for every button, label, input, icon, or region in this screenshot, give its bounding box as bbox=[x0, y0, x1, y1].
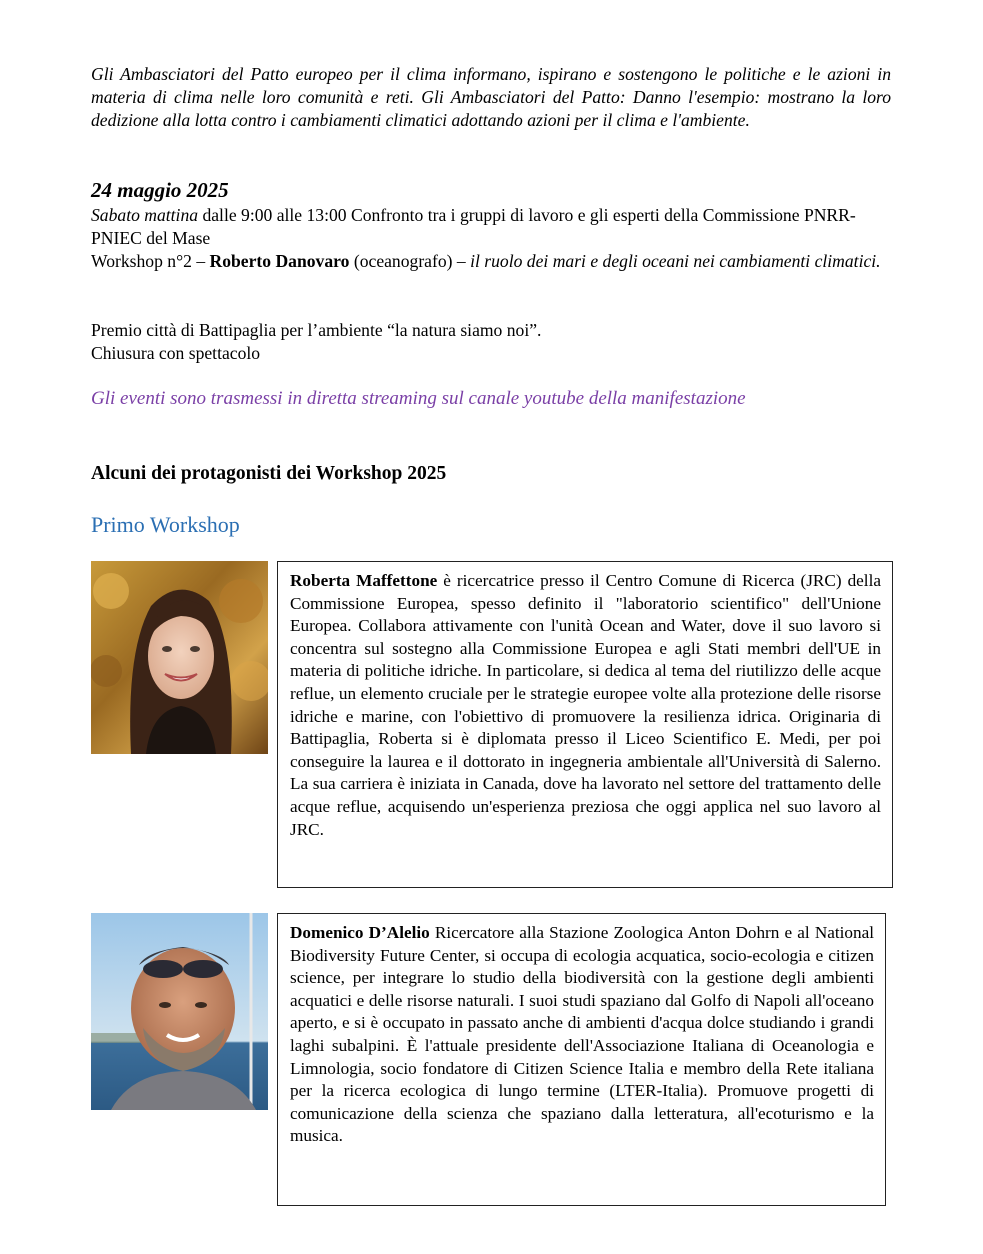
award-section bbox=[91, 319, 891, 365]
morning-label: Sabato mattina bbox=[91, 205, 199, 225]
section-title: Alcuni dei protagonisti dei Workshop 2025 bbox=[91, 463, 447, 484]
workshop-line bbox=[91, 250, 891, 273]
morning-text: dalle 9:00 alle 13:00 Confronto tra i gruppi di lavoro e gli esperti della Commissione PNRR-PNIEC del Mase bbox=[91, 205, 856, 248]
workshop-prefix: Workshop n°2 – bbox=[91, 251, 210, 271]
profile-bio: Ricercatore alla Stazione Zoologica Anton Dohrn e al National Biodiversity Future Center, si occupa di ecologia acquatica, socio-ecologia e citizen science, per integrare lo studio della biodiversità con la gestione degli ambienti acquatici e delle risorse naturali. I suoi studi spaziano dal Golfo di Napoli all'oceano aperto, e si è occupato in passato anche di ambienti d'acqua dolce studiando i grandi laghi subalpini. È l'attuale presidente dell'Associazione Italiana di Oceanologia e Limnologia, socio fondatore di Citizen Science Italia e membro della Rete italiana per la ricerca ecologica di lungo termine (LTER-Italia). Promuove progetti di comunicazione della scienza che spaziano dalla letteratura, all'ecoturismo e la musica. bbox=[290, 923, 874, 1146]
portrait-woman-image bbox=[91, 561, 268, 754]
workshop-heading: Primo Workshop bbox=[91, 512, 240, 537]
closing-line: Chiusura con spettacolo bbox=[91, 343, 261, 363]
intro-paragraph: Gli Ambasciatori del Patto europeo per il clima informano, ispirano e sostengono le politiche e le azioni in materia di clima nelle loro comunità e reti. Gli Ambasciatori del Patto: Danno l'esempio: mostrano la loro dedizione alla lotta contro i cambiamenti climatici adottando azioni per il clima e l'ambiente. bbox=[91, 64, 891, 130]
morning-session bbox=[91, 204, 891, 250]
portrait-man-image bbox=[91, 913, 268, 1110]
bio-text bbox=[290, 570, 881, 841]
profile-bio: è ricercatrice presso il Centro Comune di Ricerca (JRC) della Commissione Europea, spesso definito il "laboratorio scientifico" dell'Unione Europea. Collabora attivamente con l'unità Ocean and Water, dove il suo lavoro si concentra sul sostegno alla Commissione Europea e agli Stati membri dell'UE in materia di politiche idriche. In particolare, si dedica al tema del riutilizzo delle acque reflue, un elemento cruciale per le strategie europee volte alla protezione delle risorse idriche e marine, con l'obiettivo di promuovere la resilienza idrica. Originaria di Battipaglia, Roberta si è diplomata presso il Liceo Scientifico E. Medi, per poi conseguire la laurea e il dottorato in ingegneria ambientale all'Università di Salerno. La sua carriera è iniziata in Canada, dove ha lavorato nel settore del trattamento delle acque reflue, acquisendo un'esperienza preziosa che oggi applica nel suo lavoro al JRC. bbox=[290, 571, 881, 839]
bio-box-roberta bbox=[277, 561, 893, 888]
workshop-role: (oceanografo) – bbox=[349, 251, 471, 271]
workshop-topic: il ruolo dei mari e degli oceani nei cambiamenti climatici. bbox=[470, 251, 881, 271]
bio-box-domenico bbox=[277, 913, 886, 1206]
award-line: Premio città di Battipaglia per l’ambiente “la natura siamo noi”. bbox=[91, 320, 542, 340]
workshop-speaker: Roberto Danovaro bbox=[209, 251, 350, 271]
bio-text bbox=[290, 922, 874, 1148]
profile-name: Domenico D’Alelio bbox=[290, 923, 430, 942]
event-date: 24 maggio 2025 bbox=[91, 178, 229, 202]
event-schedule bbox=[91, 204, 891, 273]
streaming-note: Gli eventi sono trasmessi in diretta streaming sul canale youtube della manifestazione bbox=[91, 388, 746, 409]
profile-photo-roberta bbox=[91, 561, 268, 754]
profile-photo-domenico bbox=[91, 913, 268, 1110]
profile-name: Roberta Maffettone bbox=[290, 571, 438, 590]
